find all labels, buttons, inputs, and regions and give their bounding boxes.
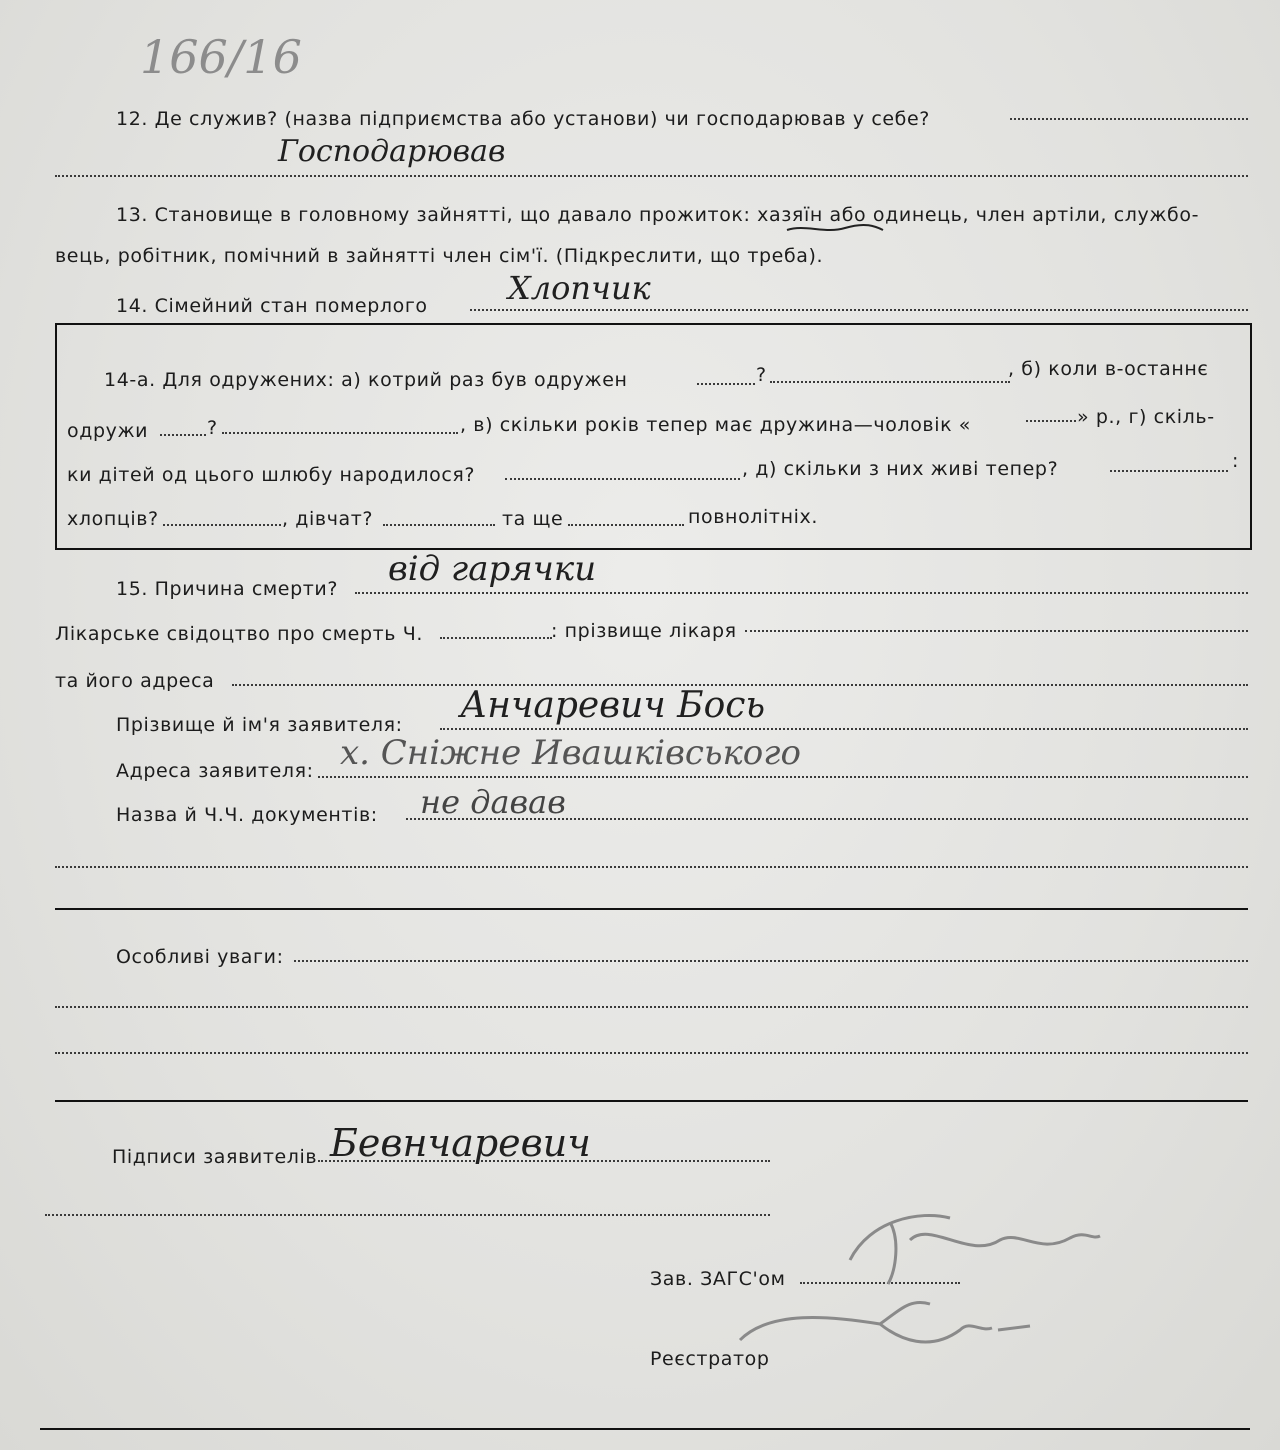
q14a-dots-7 <box>1110 470 1228 472</box>
q14a-line3a: ки дітей од цього шлюбу народилося? <box>67 464 476 486</box>
q14a-line2b: , в) скільки років тепер має дружина—чоловік « <box>460 414 972 436</box>
applicant-docs-value: не давав <box>420 783 566 821</box>
registrar-signature <box>730 1290 1030 1370</box>
zags-head-label: Зав. ЗАГС'ом <box>650 1268 786 1290</box>
q14-answer: Хлопчик <box>508 269 651 307</box>
doctor-label-b: : прізвище лікаря <box>551 620 737 642</box>
q14a-line1a: 14-а. Для одружених: а) котрий раз був одружен <box>104 369 628 391</box>
zags-head-signature <box>830 1200 1110 1290</box>
page-number: 166/16 <box>140 30 302 84</box>
notes-line-1 <box>294 960 1248 962</box>
q14a-line4b: , дівчат? <box>282 508 374 530</box>
q14a-dots-10 <box>568 524 684 526</box>
q13-line1: 13. Становище в головному зайнятті, що давало прожиток: хазяїн або одинець, член артіли, службо- <box>116 204 1200 226</box>
q14a-line2a: одружи <box>67 420 149 442</box>
q14-dotted-line <box>470 309 1248 311</box>
blank-dotted-line-1 <box>55 866 1248 868</box>
section-rule-2 <box>55 1100 1248 1102</box>
q12-answer-line <box>55 175 1248 177</box>
signatures-value: Бевнчаревич <box>330 1121 591 1165</box>
notes-label: Особливі уваги: <box>116 946 284 968</box>
q14a-line1b: , б) коли в-останнє <box>1008 358 1209 380</box>
q14a-line4d: повнолітніх. <box>688 506 818 528</box>
section-rule-1 <box>55 908 1248 910</box>
q14a-qmark-2: ? <box>207 417 218 439</box>
doctor-dots-1 <box>440 637 552 639</box>
q14a-line4a: хлопців? <box>67 508 159 530</box>
doctor-label-a: Лікарське свідоцтво про смерть Ч. <box>55 623 423 645</box>
applicant-address-line <box>318 776 1248 778</box>
q14a-dots-3 <box>160 434 206 436</box>
applicant-name-line <box>440 728 1248 730</box>
q12-dotted-line <box>1010 118 1248 120</box>
applicant-docs-label: Назва й Ч.Ч. документів: <box>116 804 378 826</box>
q14-label: 14. Сімейний стан померлого <box>116 295 428 317</box>
signatures-label: Підписи заявителів <box>112 1146 318 1168</box>
q14a-line2c: » р., г) скіль- <box>1077 406 1215 428</box>
applicant-address-value: х. Сніжне Ивашківського <box>340 733 801 773</box>
q14a-dots-5 <box>1026 420 1076 422</box>
doctor-address-label: та його адреса <box>55 670 215 692</box>
q12-label: 12. Де служив? (назва підприємства або установи) чи господарював у себе? <box>116 108 930 130</box>
q14a-dots-6 <box>505 478 740 480</box>
applicant-name-label: Прізвище й ім'я заявителя: <box>116 714 403 736</box>
bottom-rule <box>40 1428 1250 1430</box>
applicant-name-value: Анчаревич Бось <box>460 685 766 726</box>
q15-dotted-line <box>355 592 1248 594</box>
signatures-line-2 <box>45 1214 770 1216</box>
q15-answer: від гарячки <box>388 549 597 589</box>
q14a-dots-2 <box>770 381 1010 383</box>
doctor-dots-2 <box>745 630 1248 632</box>
q14a-colon: : <box>1232 450 1240 472</box>
registrar-label: Реєстратор <box>650 1348 770 1370</box>
q14a-line4c: та ще <box>502 508 564 530</box>
q12-answer: Господарював <box>278 134 506 169</box>
notes-line-3 <box>55 1052 1248 1054</box>
q15-label: 15. Причина смерти? <box>116 578 339 600</box>
q14a-line3b: , д) скільки з них живі тепер? <box>742 458 1059 480</box>
q14a-qmark-1: ? <box>756 364 767 386</box>
notes-line-2 <box>55 1006 1248 1008</box>
q13-underline-mark <box>785 222 885 236</box>
q14a-dots-8 <box>163 524 281 526</box>
q14a-dots-9 <box>383 524 495 526</box>
q14a-dots-1 <box>697 383 755 385</box>
applicant-address-label: Адреса заявителя: <box>116 760 314 782</box>
q13-line2: вець, робітник, помічний в зайнятті член сім'ї. (Підкреслити, що треба). <box>55 245 824 267</box>
q14a-dots-4 <box>222 432 458 434</box>
